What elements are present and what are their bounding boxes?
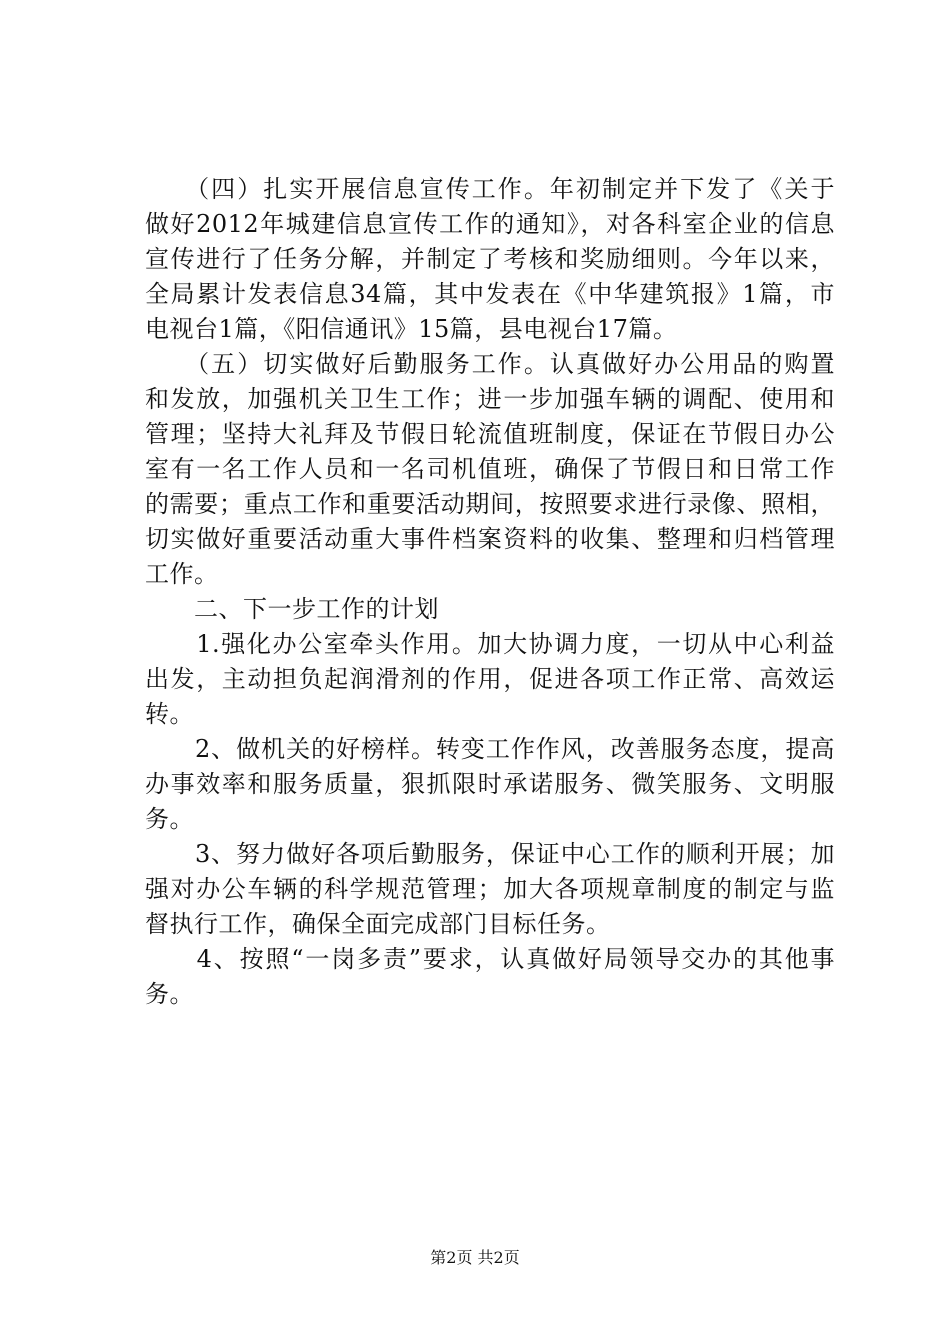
document-body <box>145 172 835 1012</box>
text-line: 转。 <box>145 700 194 728</box>
text-line: （四）扎实开展信息宣传工作。年初制定并下发了《关于 <box>145 175 835 203</box>
text-line: 二、下一步工作的计划 <box>145 595 439 623</box>
text-line: 室有一名工作人员和一名司机值班，确保了节假日和日常工作 <box>145 455 835 483</box>
text-line: 办事效率和服务质量，狠抓限时承诺服务、微笑服务、文明服 <box>145 770 835 798</box>
text-line: 督执行工作，确保全面完成部门目标任务。 <box>145 910 611 938</box>
text-line: 出发，主动担负起润滑剂的作用，促进各项工作正常、高效运 <box>145 665 835 693</box>
text-line: 和发放，加强机关卫生工作；进一步加强车辆的调配、使用和 <box>145 385 835 413</box>
text-line: 4、按照“一岗多责”要求，认真做好局领导交办的其他事 <box>145 945 835 973</box>
text-line: 工作。 <box>145 560 219 588</box>
text-line: 务。 <box>145 980 194 1008</box>
text-line: 务。 <box>145 805 194 833</box>
text-line: 电视台1篇，《阳信通讯》15篇，县电视台17篇。 <box>145 315 678 343</box>
text-line: 3、努力做好各项后勤服务，保证中心工作的顺利开展；加 <box>145 840 835 868</box>
text-line: 做好2012年城建信息宣传工作的通知》，对各科室企业的信息 <box>145 210 835 238</box>
text-line: （五）切实做好后勤服务工作。认真做好办公用品的购置 <box>145 350 835 378</box>
text-line: 1.强化办公室牵头作用。加大协调力度，一切从中心利益 <box>145 630 835 658</box>
text-line: 宣传进行了任务分解，并制定了考核和奖励细则。今年以来， <box>145 245 835 273</box>
text-line: 切实做好重要活动重大事件档案资料的收集、整理和归档管理 <box>145 525 835 553</box>
text-line: 的需要；重点工作和重要活动期间，按照要求进行录像、照相， <box>145 490 835 518</box>
text-line: 全局累计发表信息34篇，其中发表在《中华建筑报》1篇，市 <box>145 280 835 308</box>
text-line: 管理；坚持大礼拜及节假日轮流值班制度，保证在节假日办公 <box>145 420 835 448</box>
text-line: 2、做机关的好榜样。转变工作作风，改善服务态度，提高 <box>145 735 835 763</box>
page-number: 第2页 共2页 <box>430 1248 520 1267</box>
text-line: 强对办公车辆的科学规范管理；加大各项规章制度的制定与监 <box>145 875 835 903</box>
page-footer <box>0 1248 950 1268</box>
